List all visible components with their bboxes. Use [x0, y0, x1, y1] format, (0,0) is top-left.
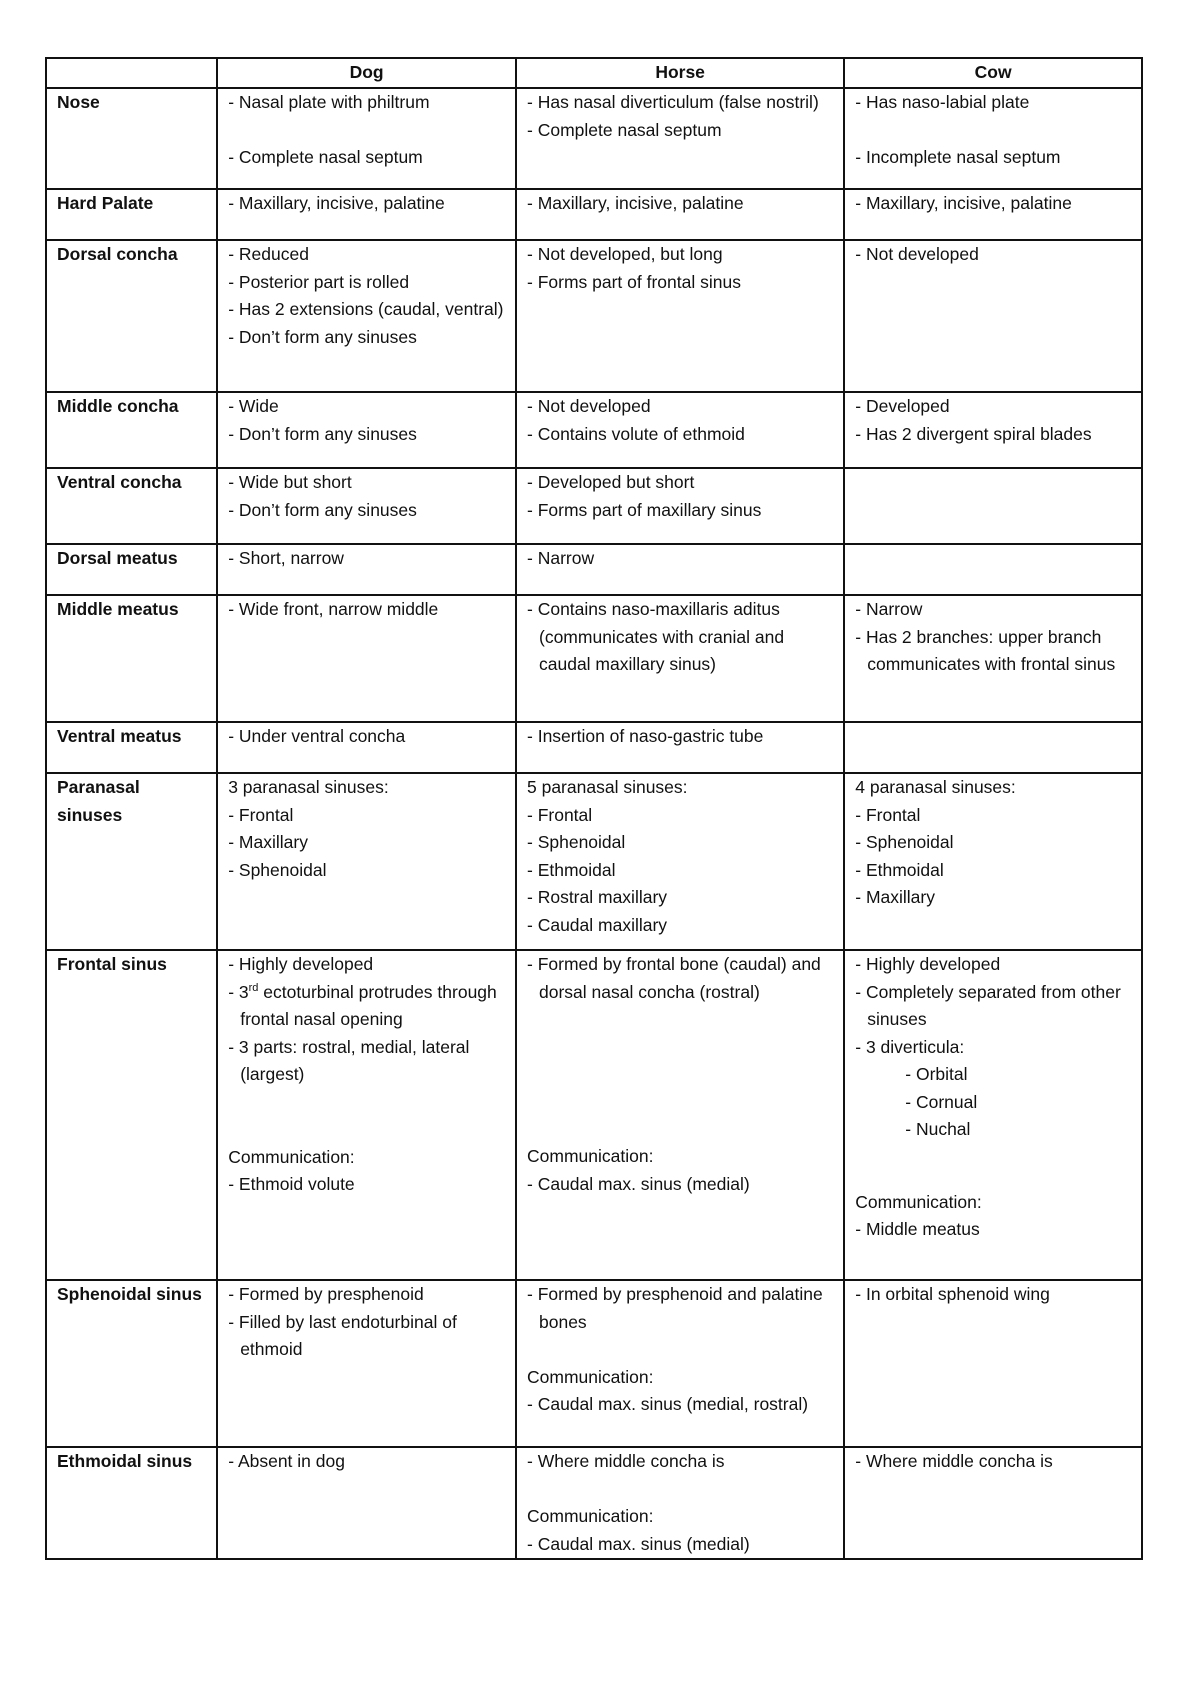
row-label: Ventral concha — [46, 468, 217, 544]
cell-dog — [217, 240, 516, 392]
list-item: - 3 diverticula: — [855, 1034, 1131, 1062]
list-item: - Nasal plate with philtrum — [228, 89, 505, 117]
cell-dog — [217, 1447, 516, 1559]
cell-cow — [844, 88, 1142, 189]
list-subitem: - Nuchal — [855, 1116, 1131, 1144]
list-item: - Where middle concha is — [855, 1448, 1131, 1476]
list-item: - Don’t form any sinuses — [228, 497, 505, 525]
row-label: Middle concha — [46, 392, 217, 468]
list-item: - Maxillary — [855, 884, 1131, 912]
list-item: - Caudal maxillary — [527, 912, 833, 940]
list-item: - Complete nasal septum — [527, 117, 833, 145]
row-frontal-sinus — [46, 950, 1142, 1280]
cell-horse — [516, 773, 844, 950]
row-dorsal-meatus — [46, 544, 1142, 595]
communication-label: Communication: — [228, 1146, 355, 1167]
communication-label: Communication: — [527, 1506, 654, 1526]
communication-label: Communication: — [855, 1191, 982, 1212]
list-item: - Contains naso-maxillaris aditus (communicates with cranial and caudal maxillary sinus) — [527, 596, 833, 679]
row-label: Hard Palate — [46, 189, 217, 240]
row-ethmoidal-sinus — [46, 1447, 1142, 1559]
list-item: - Contains volute of ethmoid — [527, 421, 833, 449]
list-subitem: - Orbital — [855, 1061, 1131, 1089]
row-nose — [46, 88, 1142, 189]
list-item: - Not developed — [855, 241, 1131, 269]
cell-cow — [844, 773, 1142, 950]
cell-intro: 4 paranasal sinuses: — [855, 777, 1016, 797]
list-item: - Wide — [228, 393, 505, 421]
list-item: - Maxillary, incisive, palatine — [527, 190, 833, 218]
header-dog: Dog — [217, 58, 516, 88]
cell-dog — [217, 468, 516, 544]
cell-horse — [516, 189, 844, 240]
cell-dog — [217, 722, 516, 773]
row-ventral-meatus — [46, 722, 1142, 773]
list-item: - Has 2 divergent spiral blades — [855, 421, 1131, 449]
cell-dog — [217, 595, 516, 722]
list-item: - Narrow — [855, 596, 1131, 624]
list-item: - Caudal max. sinus (medial, rostral) — [527, 1391, 833, 1419]
cell-intro: 3 paranasal sinuses: — [228, 777, 389, 797]
cell-horse — [516, 950, 844, 1280]
list-item: - Rostral maxillary — [527, 884, 833, 912]
header-cow: Cow — [844, 58, 1142, 88]
row-label: Paranasal sinuses — [46, 773, 217, 950]
cell-horse — [516, 468, 844, 544]
cell-dog — [217, 392, 516, 468]
list-item: - Not developed — [527, 393, 833, 421]
row-ventral-concha — [46, 468, 1142, 544]
cell-cow — [844, 722, 1142, 773]
list-item: - Sphenoidal — [855, 829, 1131, 857]
list-item: - Not developed, but long — [527, 241, 833, 269]
cell-horse — [516, 595, 844, 722]
cell-horse — [516, 1447, 844, 1559]
cell-horse — [516, 240, 844, 392]
cell-horse — [516, 544, 844, 595]
cell-cow — [844, 1447, 1142, 1559]
list-item: - Developed — [855, 393, 1131, 421]
row-dorsal-concha — [46, 240, 1142, 392]
list-item: - Developed but short — [527, 469, 833, 497]
list-item: - Frontal — [228, 802, 505, 830]
cell-cow — [844, 468, 1142, 544]
list-item: - Filled by last endoturbinal of ethmoid — [228, 1309, 505, 1364]
row-middle-meatus — [46, 595, 1142, 722]
cell-cow — [844, 1280, 1142, 1447]
list-item: - Ethmoidal — [527, 857, 833, 885]
list-item: - 3 parts: rostral, medial, lateral (largest) — [228, 1034, 505, 1089]
cell-intro: 5 paranasal sinuses: — [527, 777, 688, 797]
row-label: Ethmoidal sinus — [46, 1447, 217, 1559]
list-item: - Don’t form any sinuses — [228, 324, 505, 352]
list-subitem: - Cornual — [855, 1089, 1131, 1117]
list-item: - Forms part of maxillary sinus — [527, 497, 833, 525]
list-item: - Maxillary — [228, 829, 505, 857]
list-item: - Completely separated from other sinuses — [855, 979, 1131, 1034]
list-item: - Complete nasal septum — [228, 144, 505, 172]
row-label: Ventral meatus — [46, 722, 217, 773]
header-horse: Horse — [516, 58, 844, 88]
cell-cow — [844, 950, 1142, 1280]
cell-dog — [217, 544, 516, 595]
cell-horse — [516, 392, 844, 468]
list-item: - Highly developed — [228, 951, 505, 979]
list-item: - Insertion of naso-gastric tube — [527, 723, 833, 751]
list-item: - Sphenoidal — [228, 857, 505, 885]
communication-label: Communication: — [527, 1146, 654, 1166]
list-item: - Wide front, narrow middle — [228, 596, 505, 624]
row-label: Dorsal concha — [46, 240, 217, 392]
cell-cow — [844, 240, 1142, 392]
cell-horse — [516, 88, 844, 189]
header-row — [46, 58, 1142, 88]
list-item: - Where middle concha is — [527, 1448, 833, 1476]
list-item: - Frontal — [855, 802, 1131, 830]
cell-dog — [217, 189, 516, 240]
list-item: - Maxillary, incisive, palatine — [855, 190, 1131, 218]
cell-cow — [844, 595, 1142, 722]
cell-cow — [844, 189, 1142, 240]
cell-dog — [217, 773, 516, 950]
list-item: - Wide but short — [228, 469, 505, 497]
list-item: - Ethmoidal — [855, 857, 1131, 885]
row-label: Frontal sinus — [46, 950, 217, 1280]
cell-horse — [516, 722, 844, 773]
cell-cow — [844, 544, 1142, 595]
list-item: - Short, narrow — [228, 545, 505, 573]
row-label: Middle meatus — [46, 595, 217, 722]
list-item: - Has 2 branches: upper branch communicates with frontal sinus — [855, 624, 1131, 679]
list-item: - Don’t form any sinuses — [228, 421, 505, 449]
row-sphenoidal-sinus — [46, 1280, 1142, 1447]
cell-dog — [217, 88, 516, 189]
row-label: Sphenoidal sinus — [46, 1280, 217, 1447]
list-item: - Narrow — [527, 545, 833, 573]
row-label: Dorsal meatus — [46, 544, 217, 595]
list-item: - Posterior part is rolled — [228, 269, 505, 297]
list-item: - Caudal max. sinus (medial) — [527, 1531, 833, 1559]
list-item: - In orbital sphenoid wing — [855, 1281, 1131, 1309]
row-paranasal-sinuses — [46, 773, 1142, 950]
list-item: - Ethmoid volute — [228, 1171, 505, 1199]
list-item: - Has naso-labial plate — [855, 89, 1131, 117]
list-item: - Formed by presphenoid — [228, 1281, 505, 1309]
list-item: - Middle meatus — [855, 1216, 1131, 1244]
list-item: - Has nasal diverticulum (false nostril) — [527, 89, 833, 117]
list-item: - Has 2 extensions (caudal, ventral) — [228, 296, 505, 324]
communication-label: Communication: — [527, 1366, 654, 1387]
row-hard-palate — [46, 189, 1142, 240]
list-item: - Highly developed — [855, 951, 1131, 979]
list-item: - Absent in dog — [228, 1448, 505, 1476]
cell-cow — [844, 392, 1142, 468]
list-item: - Maxillary, incisive, palatine — [228, 190, 505, 218]
list-item: - 3rd ectoturbinal protrudes through frontal nasal opening — [228, 979, 505, 1034]
row-label: Nose — [46, 88, 217, 189]
header-empty — [46, 58, 217, 88]
list-item: - Frontal — [527, 802, 833, 830]
list-item: - Incomplete nasal septum — [855, 144, 1131, 172]
list-item: - Reduced — [228, 241, 505, 269]
row-middle-concha — [46, 392, 1142, 468]
list-item: - Sphenoidal — [527, 829, 833, 857]
list-item: - Formed by frontal bone (caudal) and dorsal nasal concha (rostral) — [527, 951, 833, 1006]
cell-horse — [516, 1280, 844, 1447]
list-item: - Under ventral concha — [228, 723, 505, 751]
cell-dog — [217, 950, 516, 1280]
comparison-table — [45, 57, 1143, 1560]
cell-dog — [217, 1280, 516, 1447]
list-item: - Caudal max. sinus (medial) — [527, 1171, 833, 1199]
list-item: - Formed by presphenoid and palatine bones — [527, 1281, 833, 1336]
list-item: - Forms part of frontal sinus — [527, 269, 833, 297]
